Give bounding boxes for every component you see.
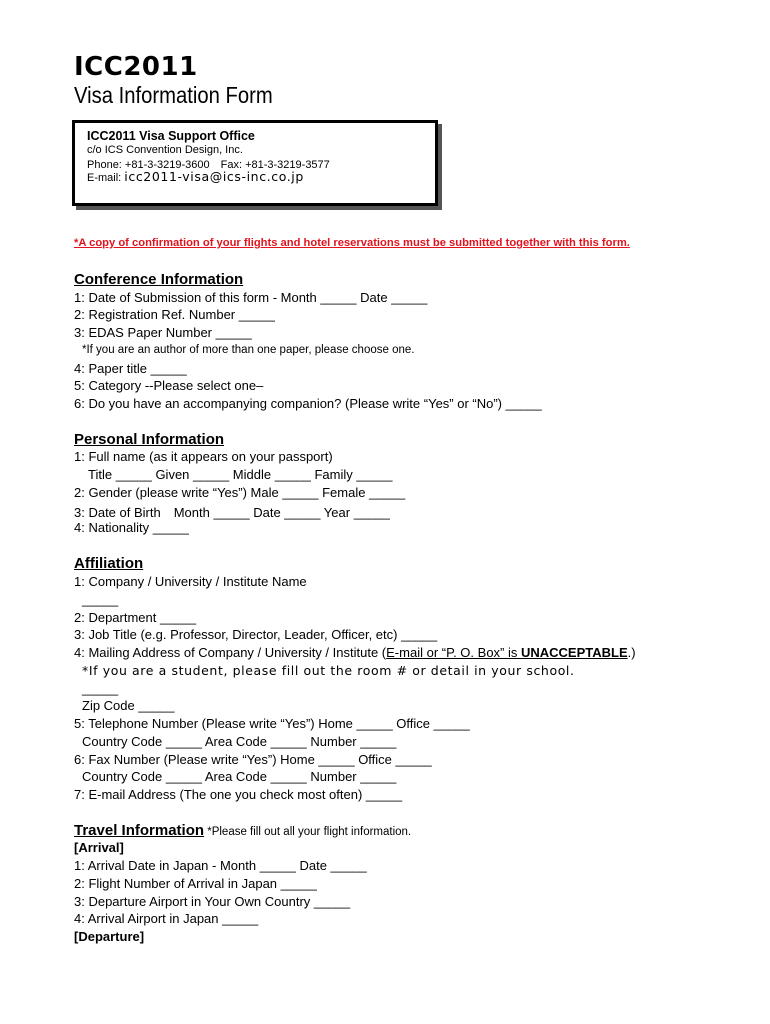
affiliation-mailing-line xyxy=(74,645,636,660)
mailing-prefix: 4: Mailing Address of Company / University / Institute ( xyxy=(74,645,387,660)
affiliation-line: Country Code _____ Area Code _____ Number _____ xyxy=(82,734,397,749)
travel-heading: Travel Information xyxy=(74,822,205,839)
affiliation-line: 2: Department _____ xyxy=(74,610,197,625)
conference-note: *If you are an author of more than one paper, please choose one. xyxy=(82,344,415,356)
mailing-unacceptable: UNACCEPTABLE xyxy=(520,645,628,660)
office-co: c/o ICS Convention Design, Inc. xyxy=(87,144,243,156)
personal-line: 4: Nationality _____ xyxy=(74,520,189,535)
personal-line: 3: Date of Birth Month _____ Date _____ Year _____ xyxy=(74,505,390,520)
affiliation-blank: _____ xyxy=(82,592,119,607)
office-email-link[interactable]: icc2011-visa@ics-inc.co.jp xyxy=(124,169,304,184)
mailing-warning xyxy=(386,645,628,660)
mailing-suffix: .) xyxy=(627,645,636,660)
affiliation-line: 3: Job Title (e.g. Professor, Director, Leader, Officer, etc) _____ xyxy=(74,627,438,642)
personal-line: Title _____ Given _____ Middle _____ Family _____ xyxy=(88,467,393,482)
affiliation-line: 7: E-mail Address (The one you check most often) _____ xyxy=(74,787,403,802)
affiliation-student-note: *If you are a student, please fill out the room # or detail in your school. xyxy=(82,663,575,678)
travel-line: 1: Arrival Date in Japan - Month _____ Date _____ xyxy=(74,858,367,873)
conference-line: 6: Do you have an accompanying companion? (Please write “Yes” or “No”) _____ xyxy=(74,396,542,411)
conference-line: 5: Category --Please select one– xyxy=(74,378,264,393)
conference-line: 2: Registration Ref. Number _____ xyxy=(74,307,275,322)
submission-notice: *A copy of confirmation of your flights and hotel reservations must be submitted together with this form. xyxy=(74,237,630,249)
office-contact-box xyxy=(72,120,438,206)
conference-line: 3: EDAS Paper Number _____ xyxy=(74,325,252,340)
affiliation-line: 5: Telephone Number (Please write “Yes”) Home _____ Office _____ xyxy=(74,716,470,731)
office-email-label: E-mail: xyxy=(87,172,125,184)
personal-line: 2: Gender (please write “Yes”) Male _____ Female _____ xyxy=(74,485,406,500)
affiliation-line: Country Code _____ Area Code _____ Number _____ xyxy=(82,769,397,784)
personal-heading: Personal Information xyxy=(74,431,225,448)
office-email-row xyxy=(87,169,304,184)
mailing-warning-text: E-mail or “P. O. Box” is xyxy=(386,645,521,660)
form-title: ICC2011 xyxy=(74,52,198,82)
travel-line: 4: Arrival Airport in Japan _____ xyxy=(74,911,259,926)
personal-line: 1: Full name (as it appears on your passport) xyxy=(74,449,333,464)
travel-heading-row xyxy=(74,822,411,839)
affiliation-blank: _____ xyxy=(82,681,119,696)
affiliation-line: Zip Code _____ xyxy=(82,698,175,713)
conference-heading: Conference Information xyxy=(74,271,244,288)
office-name: ICC2011 Visa Support Office xyxy=(87,129,255,143)
form-subtitle: Visa Information Form xyxy=(74,82,273,108)
conference-line: 4: Paper title _____ xyxy=(74,361,187,376)
travel-line: 3: Departure Airport in Your Own Country _____ xyxy=(74,894,351,909)
affiliation-line: 1: Company / University / Institute Name xyxy=(74,574,307,589)
arrival-label: [Arrival] xyxy=(74,840,124,855)
conference-line: 1: Date of Submission of this form - Month _____ Date _____ xyxy=(74,290,428,305)
office-phone-fax: Phone: +81-3-3219-3600 Fax: +81-3-3219-3577 xyxy=(87,159,330,171)
travel-heading-note: *Please fill out all your flight information. xyxy=(204,826,412,838)
affiliation-line: 6: Fax Number (Please write “Yes”) Home _____ Office _____ xyxy=(74,752,432,767)
affiliation-heading: Affiliation xyxy=(74,555,144,572)
travel-line: 2: Flight Number of Arrival in Japan _____ xyxy=(74,876,317,891)
departure-label: [Departure] xyxy=(74,929,145,944)
